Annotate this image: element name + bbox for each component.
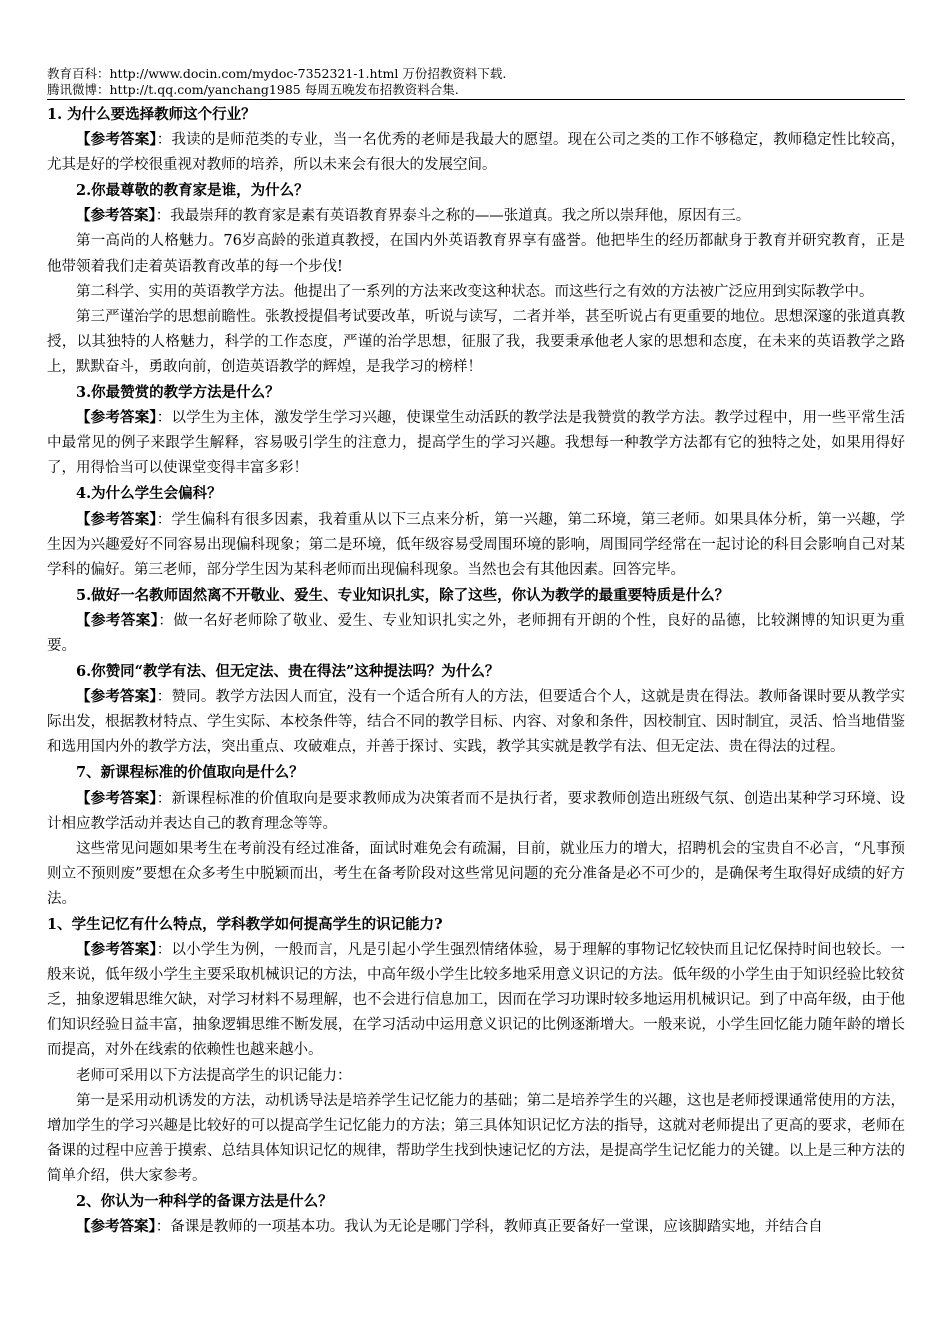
question-heading: 4.为什么学生会偏科？ xyxy=(76,485,222,503)
answer-text: ：做一名好老师除了敬业、爱生、专业知识扎实之外，老师拥有开朗的个性，良好的品德，比较渊博的知识更为重要。 xyxy=(47,612,906,654)
answer-label: 【参考答案】 xyxy=(76,688,157,706)
answer-paragraph xyxy=(47,507,905,583)
answer-text: ：以学生为主体，激发学生学习兴趣，使课堂生动活跃的教学法是我赞赏的教学方法。教学过程中，用一些平常生活中最常见的例子来跟学生解释，容易吸引学生的注意力，提高学生的学习兴趣。我想每一种教学方法都有它的独特之处，如果用得好了，用得恰当可以使课堂变得丰富多彩！ xyxy=(47,410,905,477)
answer-label: 【参考答案】 xyxy=(76,789,157,807)
answer-label: 【参考答案】 xyxy=(76,611,159,629)
question-heading: 7、新课程标准的价值取向是什么？ xyxy=(76,764,304,782)
header-encyclopedia-line: 教育百科：http://www.docin.com/mydoc-7352321-1.html 万份招教资料下载. xyxy=(47,66,507,81)
answer-text: ：学生偏科有很多因素，我着重从以下三点来分析，第一兴趣，第二环境，第三老师。如果具体分析，第一兴趣，学生因为兴趣爱好不同容易出现偏科现象；第二是环境，低年级容易受周围环境的影响，周围同学经常在一起讨论的科目会影响自己对某学科的偏好。第三老师，部分学生因为某科老师而出现偏科现象。当然也会有其他因素。回答完毕。 xyxy=(47,511,905,578)
answer-text: ：备课是教师的一项基本功。我认为无论是哪门学科，教师真正要备好一堂课，应该脚踏实地，并结合自 xyxy=(155,1219,823,1236)
answer-text: ：赞同。教学方法因人而宜，没有一个适合所有人的方法，但要适合个人，这就是贵在得法。教师备课时要从教学实际出发，根据教材特点、学生实际、本校条件等，结合不同的教学目标、内容、对象和条件，因校制宜、因时制宜，灵活、恰当地借鉴和选用国内外的教学方法，突出重点、攻破难点，并善于探讨、实践，教学其实就是教学有法、但无定法、贵在得法的过程。 xyxy=(47,689,905,756)
question-heading: 2.你最尊敬的教育家是谁，为什么？ xyxy=(76,182,309,200)
body-paragraph: 这些常见问题如果考生在考前没有经过准备，面试时难免会有疏漏，目前，就业压力的增大，招聘机会的宝贵自不必言，“凡事预则立不预则废”要想在众多考生中脱颖而出，考生在备考阶段对这些常见问题的充分准备是必不可少的，是确保考生取得好成绩的好方法。 xyxy=(47,840,905,907)
answer-label: 【参考答案】 xyxy=(76,510,157,528)
answer-paragraph xyxy=(47,1214,905,1240)
header-weibo-line: 腾讯微博：http://t.qq.com/yanchang1985 每周五晚发布招教资料合集. xyxy=(47,82,459,97)
question-heading: 5.做好一名教师固然离不开敬业、爱生、专业知识扎实，除了这些，你认为教学的最重要特质是什么？ xyxy=(76,586,730,604)
body-paragraph: 老师可采用以下方法提高学生的识记能力： xyxy=(76,1067,352,1084)
answer-paragraph xyxy=(47,608,905,659)
answer-text: ：我最崇拜的教育家是素有英语教育界泰斗之称的——张道真。我之所以崇拜他，原因有三。 xyxy=(155,208,751,225)
answer-text: ：新课程标准的价值取向是要求教师成为决策者而不是执行者，要求教师创造出班级气氛、创造出某种学习环境、设计相应教学活动并表达自己的教育理念等等。 xyxy=(47,790,905,832)
answer-paragraph xyxy=(47,203,905,229)
document-page xyxy=(47,66,905,1240)
body-paragraph: 第一高尚的人格魅力。76岁高龄的张道真教授，在国内外英语教育界享有盛誉。他把毕生的经历都献身于教育并研究教育，正是他带领着我们走着英语教育改革的每一个步伐! xyxy=(47,233,905,275)
question-heading: 6.你赞同“教学有法、但无定法、贵在得法”这种提法吗？为什么？ xyxy=(76,663,500,681)
body-paragraph: 第二科学、实用的英语教学方法。他提出了一系列的方法来改变这种状态。而这些行之有效的方法被广泛应用到实际教学中。 xyxy=(76,283,874,300)
answer-label: 【参考答案】 xyxy=(76,207,156,225)
document-body xyxy=(47,102,905,1240)
answer-label: 【参考答案】 xyxy=(76,131,157,149)
answer-label: 【参考答案】 xyxy=(76,409,157,427)
answer-paragraph xyxy=(47,684,905,760)
answer-text: ：我读的是师范类的专业，当一名优秀的老师是我最大的愿望。现在公司之类的工作不够稳定，教师稳定性比较高，尤其是好的学校很重视对教师的培养，所以未来会有很大的发展空间。 xyxy=(47,132,905,174)
question-heading: 3.你最赞赏的教学方法是什么？ xyxy=(76,384,280,402)
answer-paragraph xyxy=(47,405,905,481)
header-divider xyxy=(47,99,905,100)
answer-label: 【参考答案】 xyxy=(76,1218,156,1236)
question-heading: 1. 为什么要选择教师这个行业？ xyxy=(47,106,256,123)
question-heading: 2、你认为一种科学的备课方法是什么？ xyxy=(76,1193,333,1211)
answer-paragraph xyxy=(47,786,905,837)
body-paragraph: 第三严谨治学的思想前瞻性。张教授提倡考试要改革，听说与读写，二者并举，甚至听说占有更重要的地位。思想深邃的张道真教授，以其独特的人格魅力，科学的工作态度，严谨的治学思想，征服了我，我要秉承他老人家的思想和态度，在未来的英语教学之路上，默默奋斗，勇敢向前，创造英语教学的辉煌，是我学习的榜样！ xyxy=(47,308,905,375)
question-heading: 1、学生记忆有什么特点，学科教学如何提高学生的识记能力? xyxy=(47,916,443,933)
answer-paragraph xyxy=(47,127,905,178)
answer-paragraph xyxy=(47,937,905,1063)
answer-label: 【参考答案】 xyxy=(76,941,157,959)
page-header xyxy=(47,66,905,98)
body-paragraph: 第一是采用动机诱发的方法，动机诱导法是培养学生记忆能力的基础；第二是培养学生的兴趣，这也是老师授课通常使用的方法，增加学生的学习兴趣是比较好的可以提高学生记忆能力的方法；第三具体知识记忆方法的指导，这就对老师提出了更高的要求，老师在备课的过程中应善于摸索、总结具体知识记忆的规律，帮助学生找到快速记忆的方法，是提高学生记忆能力的关键。以上是三种方法的简单介绍，供大家参考。 xyxy=(47,1092,905,1184)
answer-text: ：以小学生为例，一般而言，凡是引起小学生强烈情绪体验，易于理解的事物记忆较快而且记忆保持时间也较长。一般来说，低年级小学生主要采取机械识记的方法，中高年级小学生比较多地采用意义识记的方法。低年级的小学生由于知识经验比较贫乏，抽象逻辑思维欠缺，对学习材料不易理解，也不会进行信息加工，因而在学习功课时较多地运用机械识记。到了中高年级，由于他们知识经验日益丰富，抽象逻辑思维不断发展，在学习活动中运用意义识记的比例逐渐增大。一般来说，小学生回忆能力随年龄的增长而提高，对外在线索的依赖性也越来越小。 xyxy=(47,942,905,1059)
